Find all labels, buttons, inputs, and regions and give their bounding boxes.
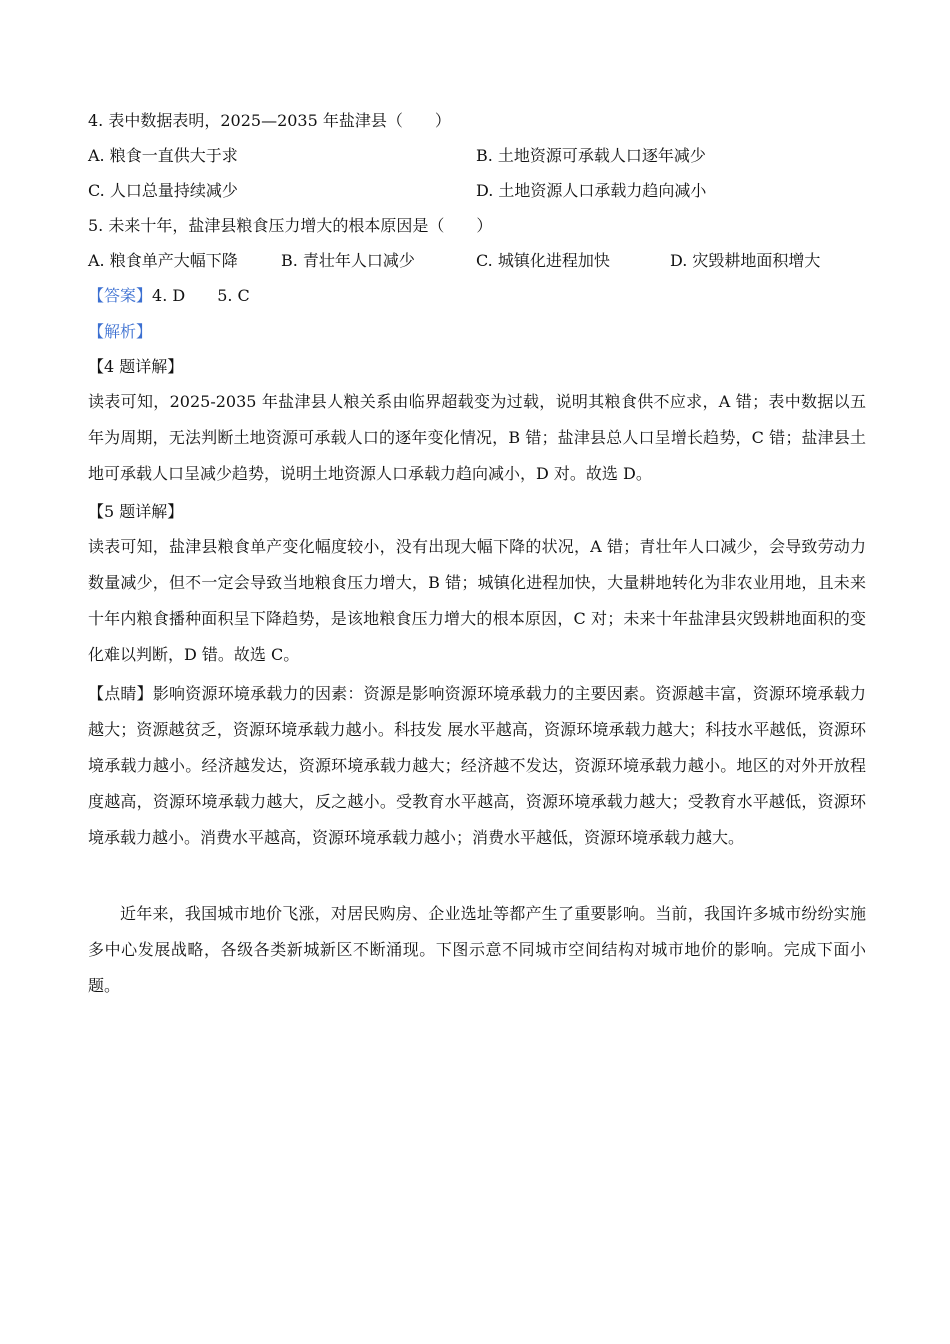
- question-4-stem: 4. 表中数据表明，2025—2035 年盐津县（ ）: [88, 111, 451, 130]
- question-5-option-c: C. 城镇化进程加快: [476, 251, 610, 270]
- detail-5-text: 读表可知，盐津县粮食单产变化幅度较小，没有出现大幅下降的状况，A 错；青壮年人口减少，会导致劳动力数量减少，但不一定会导致当地粮食压力增大，B 错；城镇化进程加快，大量耕地转化为非农业用地，且未来十年内粮食播种面积呈下降趋势，是该地粮食压力增大的根本原因，C 对；未来十年盐津县灾毁耕地面积的变化难以判断，D 错。故选 C。: [88, 537, 866, 664]
- detail-4-text: 读表可知，2025-2035 年盐津县人粮关系由临界超载变为过载，说明其粮食供不应求，A 错；表中数据以五年为周期，无法判断土地资源可承载人口的逐年变化情况，B 错；盐津县总人口呈增长趋势，C 错；盐津县土地可承载人口呈减少趋势，说明土地资源人口承载力趋向减小，D 对。故选 D。: [88, 392, 866, 483]
- tip-paragraph: 【点睛】影响资源环境承载力的因素：资源是影响资源环境承载力的主要因素。资源越丰富，资源环境承载力越大；资源越贫乏，资源环境承载力越小。科技发 展水平越高，资源环境承载力越大；科技水平越低，资源环境承载力越小。经济越发达，资源环境承载力越大；经济越不发达，资源环境承载力越小。地区的对外开放程度越高，资源环境承载力越大，反之越小。受教育水平越高，资源环境承载力越大；受教育水平越低，资源环境承载力越小。消费水平越高，资源环境承载力越小；消费水平越低，资源环境承载力越大。: [88, 684, 866, 847]
- answer-label: 【答案】: [88, 286, 153, 305]
- question-4-option-a: A. 粮食一直供大于求: [88, 146, 238, 165]
- detail-4-heading: 【4 题详解】: [88, 357, 184, 376]
- intro-paragraph: 近年来，我国城市地价飞涨，对居民购房、企业选址等都产生了重要影响。当前，我国许多城市纷纷实施多中心发展战略，各级各类新城新区不断涌现。下图示意不同城市空间结构对城市地价的影响。完成下面小题。: [88, 904, 866, 995]
- question-4-option-b: B. 土地资源可承载人口逐年减少: [476, 146, 706, 165]
- analysis-label: 【解析】: [88, 322, 153, 341]
- detail-5-heading: 【5 题详解】: [88, 502, 184, 521]
- question-5-option-a: A. 粮食单产大幅下降: [88, 251, 238, 270]
- question-5-option-b: B. 青壮年人口减少: [281, 251, 415, 270]
- question-4-option-d: D. 土地资源人口承载力趋向减小: [476, 181, 707, 200]
- question-4-option-c: C. 人口总量持续减少: [88, 181, 238, 200]
- answer-line: [88, 286, 250, 306]
- answer-text: 4. D 5. C: [152, 286, 250, 305]
- question-5-stem: 5. 未来十年，盐津县粮食压力增大的根本原因是（ ）: [88, 216, 493, 235]
- question-5-option-d: D. 灾毁耕地面积增大: [670, 251, 821, 270]
